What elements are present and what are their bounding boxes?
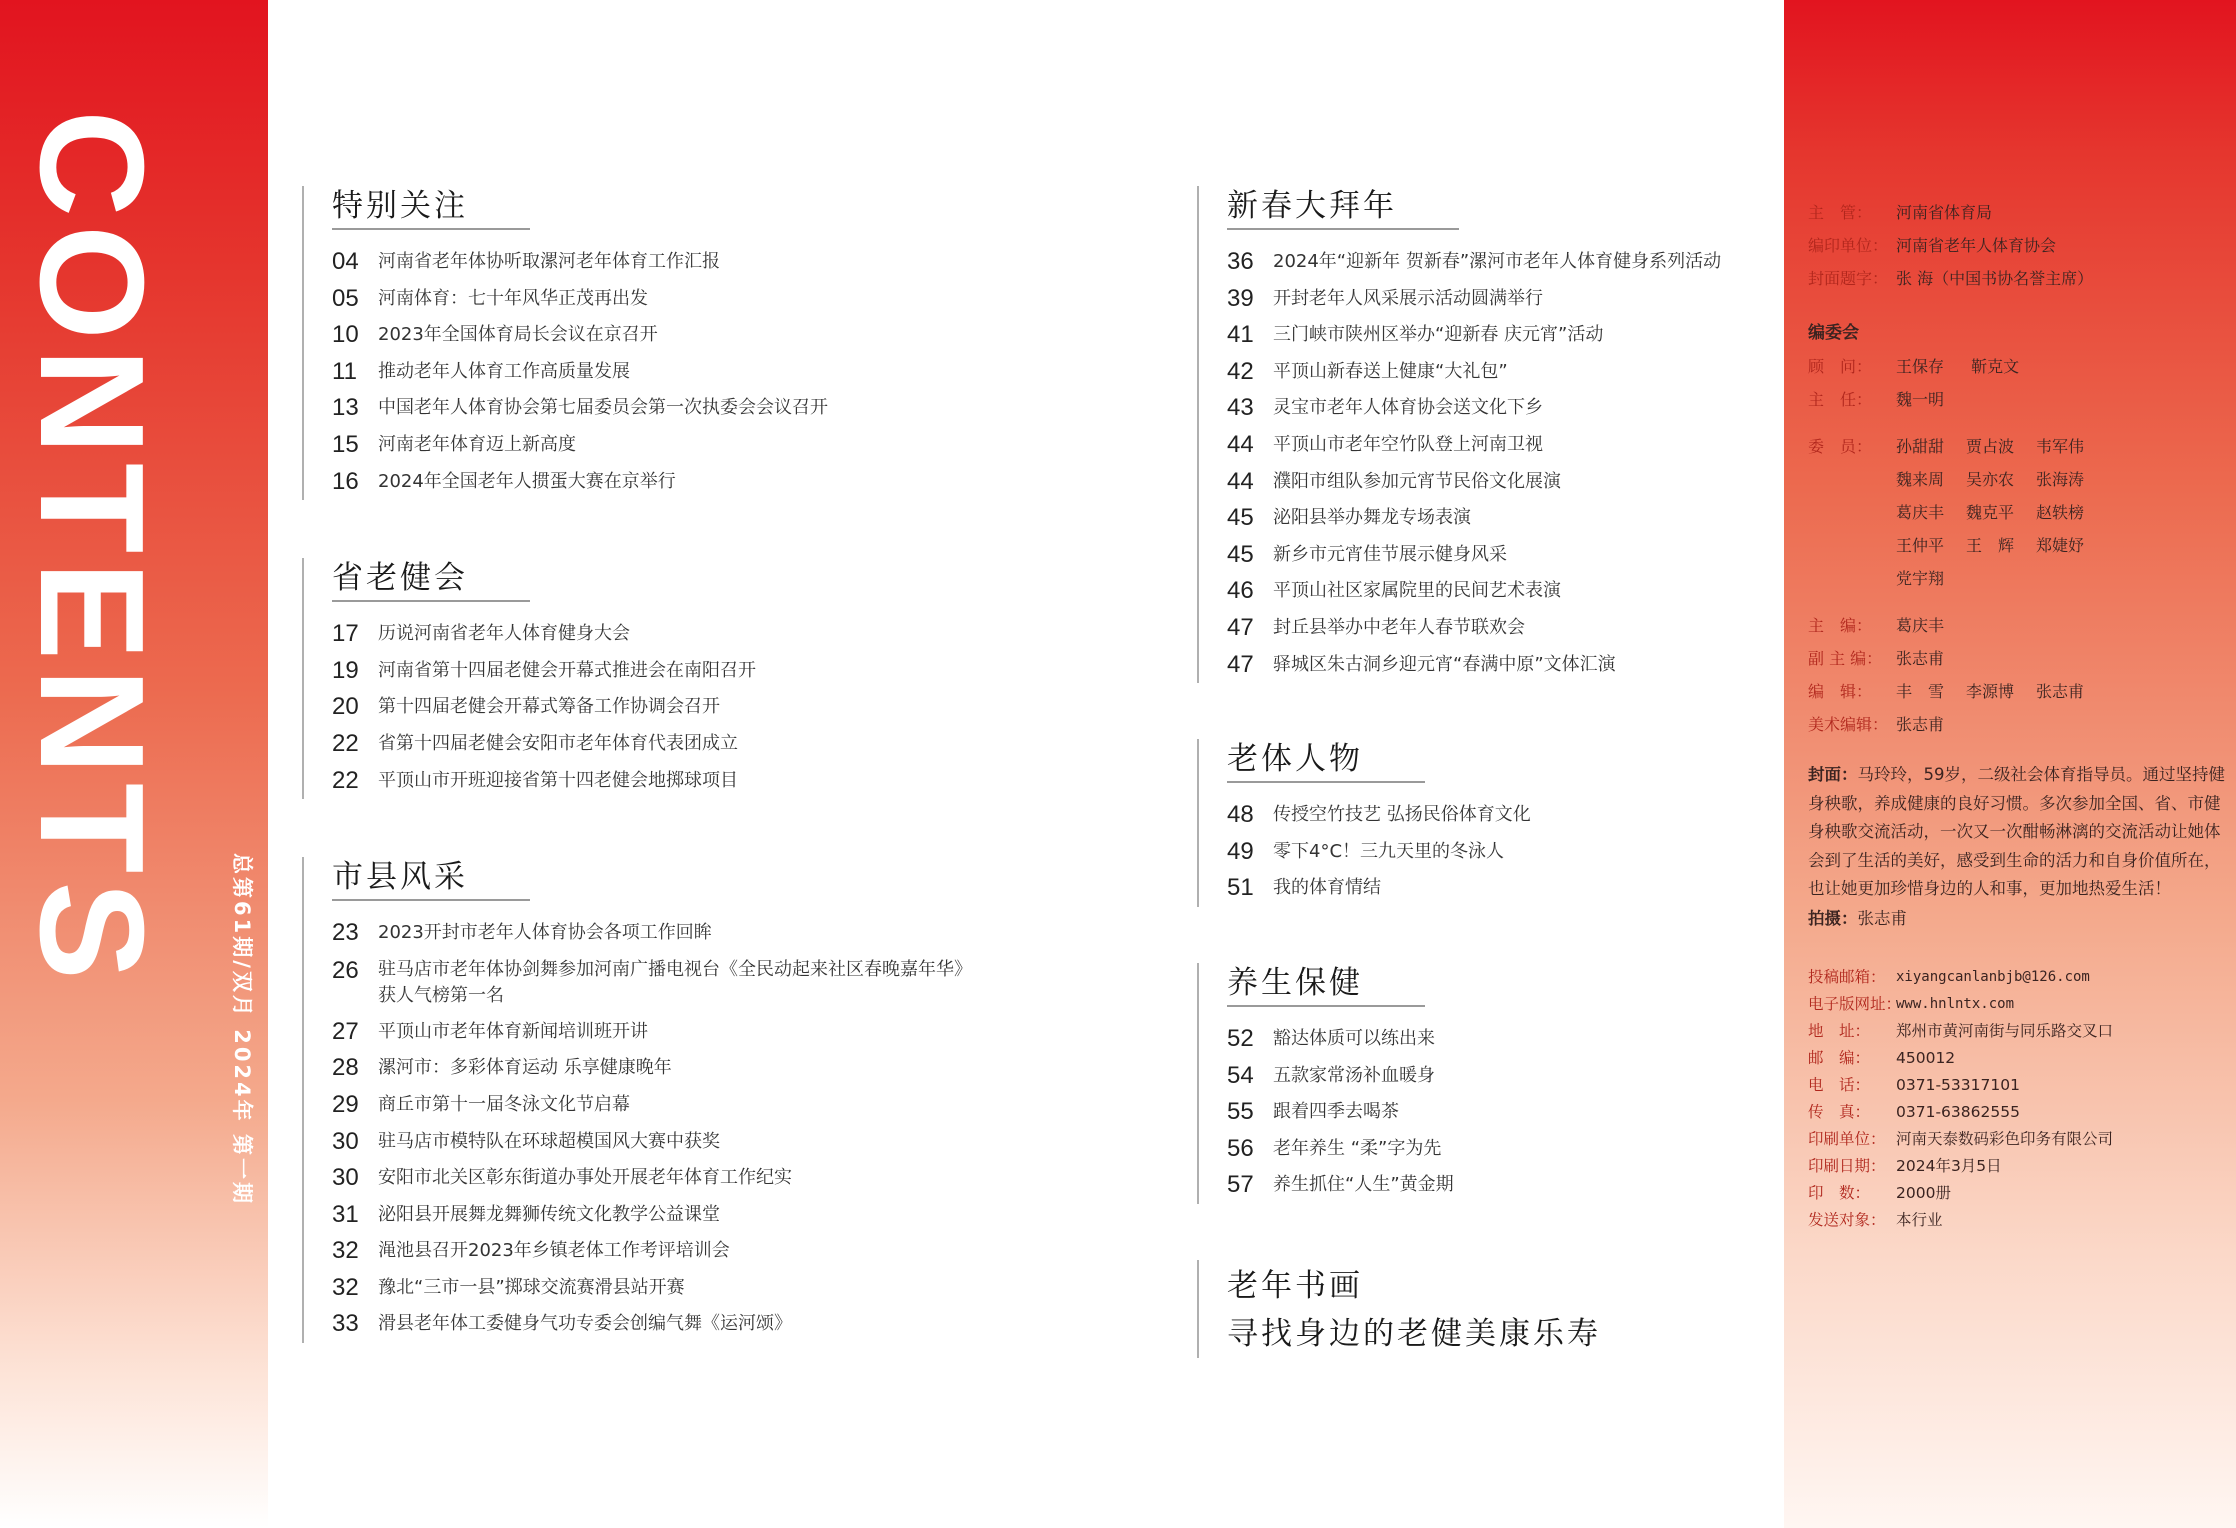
contact-label: 邮 编： [1808, 1048, 1871, 1067]
toc-title [1273, 797, 1531, 834]
toc-title [378, 1233, 730, 1270]
member-name: 郑婕妤 [2036, 536, 2085, 555]
contact-label: 发送对象： [1808, 1210, 1886, 1229]
left-red-band [0, 0, 268, 1528]
toc-title-line: 漯河市：多彩体育运动 乐享健康晚年 [378, 1057, 672, 1079]
toc-entry [332, 957, 1102, 1009]
publisher-row [1808, 229, 2228, 262]
toc-entry [1227, 647, 1777, 684]
toc-title [378, 1197, 720, 1234]
section-spring-festival [1197, 186, 1777, 683]
toc-entry [1227, 464, 1777, 501]
toc-title [1273, 427, 1543, 464]
toc-page-number: 23 [332, 919, 359, 947]
inscription-value: 张 海（中国书协名誉主席） [1896, 269, 2094, 288]
toc-page-number: 26 [332, 956, 359, 984]
contact-value: 0371-63862555 [1896, 1102, 2020, 1121]
editors-row [1808, 675, 2228, 708]
toc-title [378, 390, 828, 427]
toc-page-number: 28 [332, 1054, 359, 1082]
toc-column-left [302, 186, 1102, 1343]
toc-page-number: 46 [1227, 577, 1254, 605]
toc-title-line: 驻马店市模特队在环球超模国风大赛中获奖 [378, 1130, 720, 1152]
toc-entry [1227, 1021, 1777, 1058]
inscription-label: 封面题字： [1808, 269, 1889, 288]
contact-value: 0371-53317101 [1896, 1075, 2020, 1094]
member-name: 王 辉 [1966, 536, 2015, 555]
toc-page-number: 41 [1227, 321, 1254, 349]
toc-page-number: 42 [1227, 357, 1254, 385]
toc-title-line: 五款家常汤补血暖身 [1273, 1064, 1435, 1086]
contact-row [1808, 1099, 2228, 1126]
toc-page-number: 29 [332, 1090, 359, 1118]
contact-value: 河南天泰数码彩色印务有限公司 [1896, 1129, 2114, 1148]
toc-title [1273, 354, 1508, 391]
toc-page-number: 49 [1227, 837, 1254, 865]
toc-title-line: 跟着四季去喝茶 [1273, 1101, 1399, 1123]
toc-title [1273, 537, 1507, 574]
contact-label: 电子版网址： [1808, 994, 1902, 1013]
toc-title [1273, 1131, 1441, 1168]
toc-title-line: 养生抓住“人生”黄金期 [1273, 1174, 1454, 1196]
contact-info [1808, 964, 2228, 1234]
toc-entry [332, 1014, 1102, 1051]
toc-title-line: 2023年全国体育局长会议在京召开 [378, 324, 658, 346]
toc-entry [1227, 500, 1777, 537]
toc-page-number: 57 [1227, 1171, 1254, 1199]
section-title: 特别关注 [332, 186, 530, 230]
toc-page-number: 44 [1227, 430, 1254, 458]
toc-title-line: 平顶山社区家属院里的民间艺术表演 [1273, 580, 1561, 602]
toc-entry [1227, 1094, 1777, 1131]
photo-label: 拍摄： [1808, 908, 1858, 928]
toc-title [1273, 1058, 1435, 1095]
director-label: 主 任： [1808, 390, 1873, 409]
art-editor-label: 美术编辑： [1808, 715, 1889, 734]
toc-title [1273, 647, 1616, 684]
section-title: 省老健会 [332, 558, 530, 602]
toc-title-line: 河南老年体育迈上新高度 [378, 433, 576, 455]
toc-title [378, 1014, 648, 1051]
toc-entry [1227, 573, 1777, 610]
contact-row [1808, 1153, 2228, 1180]
toc-title-line: 开封老年人风采展示活动圆满举行 [1273, 287, 1543, 309]
publisher-label: 编印单位： [1808, 236, 1889, 255]
toc-title [378, 244, 720, 281]
cover-text: 马玲玲，59岁，二级社会体育指导员。通过坚持健身秧歌，养成健康的良好习惯。多次参加全国、省、市健身秧歌交流活动，一次又一次酣畅淋漓的交流活动让她体会到了生活的美好，感受到生命的活力和自身价值所在，也让她更加珍惜身边的人和事，更加地热爱生活！ [1808, 765, 2225, 898]
toc-title-line: 2023开封市老年人体育协会各项工作回眸 [378, 922, 712, 944]
editorial-board-heading: 编委会 [1808, 323, 1859, 343]
toc-entry [332, 915, 1102, 952]
toc-title [1273, 573, 1561, 610]
contact-row [1808, 1018, 2228, 1045]
toc-title-line: 泌阳县举办舞龙专场表演 [1273, 507, 1471, 529]
section-people [1197, 739, 1777, 907]
toc-entry [332, 464, 1102, 501]
members-list [1896, 430, 2106, 595]
toc-page-number: 19 [332, 656, 359, 684]
toc-title-line: 第十四届老健会开幕式筹备工作协调会召开 [378, 696, 720, 718]
contact-label: 地 址： [1808, 1021, 1871, 1040]
editors-label: 编 辑： [1808, 682, 1873, 701]
toc-entry [1227, 610, 1777, 647]
toc-title [378, 915, 712, 952]
toc-entry [332, 390, 1102, 427]
chief-editor-row [1808, 609, 2228, 642]
toc-title [378, 1087, 630, 1124]
toc-title [378, 1160, 792, 1197]
toc-page-number: 43 [1227, 394, 1254, 422]
editor-name: 张志甫 [2036, 682, 2085, 701]
toc-title [1273, 870, 1381, 907]
contact-label: 印刷日期： [1808, 1156, 1886, 1175]
inscription-row [1808, 262, 2228, 295]
toc-page-number: 44 [1227, 467, 1254, 495]
toc-page-number: 22 [332, 766, 359, 794]
section-provincial-games [302, 558, 1102, 799]
contact-label: 传 真： [1808, 1102, 1871, 1121]
toc-entry [332, 1124, 1102, 1161]
toc-entry [332, 1160, 1102, 1197]
member-name: 吴亦农 [1966, 470, 2015, 489]
toc-page-number: 31 [332, 1200, 359, 1228]
toc-page-number: 16 [332, 467, 359, 495]
toc-page-number: 54 [1227, 1061, 1254, 1089]
deputy-editor-label: 副 主 编： [1808, 649, 1883, 668]
advisor-label: 顾 问： [1808, 357, 1873, 376]
toc-title [378, 616, 630, 653]
toc-title-line: 平顶山市老年体育新闻培训班开讲 [378, 1020, 648, 1042]
contact-value: 450012 [1896, 1048, 1956, 1067]
toc-page-number: 48 [1227, 801, 1254, 829]
toc-entry [332, 354, 1102, 391]
section-title: 新春大拜年 [1227, 186, 1459, 230]
art-editor-row [1808, 708, 2228, 741]
members-label: 委 员： [1808, 437, 1873, 456]
member-name: 党宇翔 [1896, 569, 1945, 588]
contact-value: 郑州市黄河南街与同乐路交叉口 [1896, 1021, 2114, 1040]
art-editor-value: 张志甫 [1896, 715, 1945, 734]
sponsor-row [1808, 196, 2228, 229]
toc-entry [332, 689, 1102, 726]
contact-label: 电 话： [1808, 1075, 1871, 1094]
toc-page-number: 10 [332, 321, 359, 349]
toc-entry [332, 427, 1102, 464]
toc-title-line: 中国老年人体育协会第七届委员会第一次执委会会议召开 [378, 397, 828, 419]
toc-page-number: 39 [1227, 284, 1254, 312]
advisor-name: 王保存 [1896, 357, 1945, 376]
chief-editor-label: 主 编： [1808, 616, 1873, 635]
toc-title-line: 老年养生 “柔”字为先 [1273, 1137, 1442, 1159]
toc-title-line: 豫北“三市一县”掷球交流赛滑县站开赛 [378, 1276, 685, 1298]
toc-entry [332, 1197, 1102, 1234]
toc-title [378, 281, 648, 318]
contact-row [1808, 1207, 2228, 1234]
toc-entry [1227, 354, 1777, 391]
toc-entry [1227, 870, 1777, 907]
toc-entry [332, 1233, 1102, 1270]
toc-entry [332, 1050, 1102, 1087]
toc-title [378, 1050, 672, 1087]
toc-title-line: 驻马店市老年体协剑舞参加河南广播电视台《全民动起来社区春晚嘉年华》 [378, 958, 972, 980]
toc-title-line: 渑池县召开2023年乡镇老体工作考评培训会 [378, 1240, 730, 1262]
toc-page-number: 45 [1227, 504, 1254, 532]
toc-entry [332, 653, 1102, 690]
toc-page-number: 05 [332, 284, 359, 312]
toc-title-line: 河南体育：七十年风华正茂再出发 [378, 287, 648, 309]
contact-value: www.hnlntx.com [1896, 995, 2015, 1012]
section-title: 养生保健 [1227, 963, 1425, 1007]
deputy-editor-row [1808, 642, 2228, 675]
toc-page-number: 47 [1227, 613, 1254, 641]
toc-entry [332, 763, 1102, 800]
toc-page-number: 52 [1227, 1024, 1254, 1052]
toc-title [1273, 1167, 1454, 1204]
section-health [1197, 963, 1777, 1204]
toc-entry [1227, 1167, 1777, 1204]
toc-entry [332, 281, 1102, 318]
toc-title-line: 2024年“迎新年 贺新春”漯河市老年人体育健身系列活动 [1273, 251, 1722, 272]
toc-entry [1227, 797, 1777, 834]
toc-title [1273, 834, 1504, 871]
toc-page-number: 17 [332, 620, 359, 648]
toc-page-number: 27 [332, 1017, 359, 1045]
toc-title-line: 安阳市北关区彰东街道办事处开展老年体育工作纪实 [378, 1167, 792, 1189]
contact-row [1808, 1126, 2228, 1153]
members-row [1808, 430, 2228, 595]
toc-title-line: 零下4°C！三九天里的冬泳人 [1273, 840, 1505, 862]
toc-title-line: 驿城区朱古洞乡迎元宵“春满中原”文体汇演 [1273, 653, 1616, 675]
advisor-row [1808, 350, 2228, 383]
toc-title-line: 我的体育情结 [1273, 877, 1381, 899]
toc-title [1273, 1021, 1435, 1058]
toc-title [378, 763, 738, 800]
toc-page-number: 47 [1227, 650, 1254, 678]
toc-title [378, 1270, 685, 1307]
toc-title [378, 354, 630, 391]
toc-entry [1227, 834, 1777, 871]
toc-title-line: 灵宝市老年人体育协会送文化下乡 [1273, 397, 1543, 419]
toc-entry [1227, 390, 1777, 427]
toc-title [378, 427, 576, 464]
contact-label: 投稿邮箱： [1808, 967, 1886, 986]
toc-title-line: 泌阳县开展舞龙舞狮传统文化教学公益课堂 [378, 1203, 720, 1225]
section-calligraphy [1197, 1260, 1777, 1358]
toc-page-number: 13 [332, 394, 359, 422]
contact-row [1808, 991, 2228, 1018]
member-name: 赵轶榜 [2036, 503, 2085, 522]
toc-title [378, 464, 676, 501]
toc-page-number: 22 [332, 729, 359, 757]
toc-title-line: 历说河南省老年人体育健身大会 [378, 623, 630, 645]
advisor-name: 靳克文 [1971, 357, 2020, 376]
toc-title-line: 封丘县举办中老年人春节联欢会 [1273, 616, 1525, 638]
toc-title-line: 豁达体质可以练出来 [1273, 1027, 1435, 1049]
toc-page-number: 30 [332, 1127, 359, 1155]
member-name: 葛庆丰 [1896, 503, 1945, 522]
toc-title [1273, 390, 1543, 427]
toc-title-line: 传授空竹技艺 弘扬民俗体育文化 [1273, 804, 1531, 826]
toc-page-number: 51 [1227, 874, 1254, 902]
contact-row [1808, 1180, 2228, 1207]
calligraphy-title: 老年书画 [1227, 1267, 1363, 1304]
toc-title-line: 推动老年人体育工作高质量发展 [378, 360, 630, 382]
photographer-name: 张志甫 [1857, 908, 1907, 928]
toc-title [378, 653, 756, 690]
member-name: 魏来周 [1896, 470, 1945, 489]
toc-title [378, 1306, 792, 1343]
toc-page-number: 45 [1227, 540, 1254, 568]
director-value: 魏一明 [1896, 390, 1945, 409]
cover-description [1808, 761, 2228, 904]
toc-entry [1227, 1058, 1777, 1095]
toc-entry [1227, 537, 1777, 574]
toc-entry [1227, 427, 1777, 464]
toc-title-line: 平顶山市老年空竹队登上河南卫视 [1273, 433, 1543, 455]
toc-title-line: 三门峡市陕州区举办“迎新春 庆元宵”活动 [1273, 324, 1604, 346]
toc-title [378, 317, 658, 354]
toc-title-line: 2024年全国老年人掼蛋大赛在京举行 [378, 470, 676, 492]
contact-value: 本行业 [1896, 1210, 1943, 1229]
toc-title [1273, 1094, 1399, 1131]
toc-title-line: 获人气榜第一名 [378, 984, 504, 1006]
toc-title [1273, 500, 1471, 537]
section-title: 老体人物 [1227, 739, 1425, 783]
toc-title-line: 新乡市元宵佳节展示健身风采 [1273, 543, 1507, 565]
toc-title-line: 濮阳市组队参加元宵节民俗文化展演 [1273, 470, 1561, 492]
toc-page-number: 11 [332, 357, 357, 385]
cover-label: 封面： [1808, 765, 1858, 784]
editor-name: 李源博 [1966, 682, 2015, 701]
toc-page-number: 36 [1227, 248, 1254, 275]
toc-entry [1227, 281, 1777, 318]
toc-title [1273, 610, 1525, 647]
contact-value: xiyangcanlanbjb@126.com [1896, 968, 2090, 985]
masthead-panel [1808, 196, 2228, 1234]
issue-number-line: 总第61期/双月 2024年 第一期 [230, 853, 254, 1206]
toc-title [1273, 317, 1603, 354]
deputy-editor-value: 张志甫 [1896, 649, 1945, 668]
member-name: 张海涛 [2036, 470, 2085, 489]
toc-title [1273, 281, 1543, 318]
member-name: 贾占波 [1966, 437, 2015, 456]
member-name: 王仲平 [1896, 536, 1945, 555]
section-title: 市县风采 [332, 857, 530, 901]
toc-entry [332, 616, 1102, 653]
member-name: 孙甜甜 [1896, 437, 1945, 456]
toc-title [378, 1124, 720, 1161]
toc-page-number: 32 [332, 1237, 359, 1265]
toc-entry [332, 1270, 1102, 1307]
toc-title-line: 河南省老年体协听取漯河老年体育工作汇报 [378, 251, 720, 272]
director-row [1808, 383, 2228, 416]
toc-page-number: 55 [1227, 1098, 1254, 1126]
toc-page-number: 30 [332, 1164, 359, 1192]
publisher-value: 河南省老年人体育协会 [1896, 236, 2057, 255]
toc-title [1273, 464, 1561, 501]
contact-row [1808, 1072, 2228, 1099]
toc-column-right [1197, 186, 1777, 1358]
chief-editor-value: 葛庆丰 [1896, 616, 1945, 635]
toc-title [378, 957, 972, 1009]
toc-title-line: 滑县老年体工委健身气功专委会创编气舞《运河颂》 [378, 1313, 792, 1335]
toc-title [1273, 244, 1721, 281]
toc-title [378, 726, 738, 763]
contact-row [1808, 964, 2228, 991]
toc-title [378, 689, 720, 726]
contact-label: 印刷单位： [1808, 1129, 1886, 1148]
contact-label: 印 数： [1808, 1183, 1871, 1202]
member-name: 魏克平 [1966, 503, 2015, 522]
toc-entry [1227, 317, 1777, 354]
contact-value: 2000册 [1896, 1183, 1951, 1202]
toc-title-line: 平顶山市开班迎接省第十四老健会地掷球项目 [378, 769, 738, 791]
toc-page-number: 20 [332, 693, 359, 721]
sponsor-value: 河南省体育局 [1896, 203, 1993, 222]
toc-page-number: 15 [332, 430, 359, 458]
toc-title-line: 省第十四届老健会安阳市老年体育代表团成立 [378, 732, 738, 754]
toc-entry [332, 726, 1102, 763]
section-special-focus [302, 186, 1102, 500]
contact-value: 2024年3月5日 [1896, 1156, 2002, 1175]
toc-entry [332, 1087, 1102, 1124]
photographer-line [1808, 904, 2228, 934]
toc-entry [1227, 1131, 1777, 1168]
section-city-county [302, 857, 1102, 1343]
editor-name: 丰 雪 [1896, 682, 1945, 701]
toc-entry [332, 244, 1102, 281]
toc-page-number: 04 [332, 248, 359, 275]
toc-title-line: 商丘市第十一届冬泳文化节启幕 [378, 1093, 630, 1115]
member-name: 韦军伟 [2036, 437, 2085, 456]
calligraphy-subtitle: 寻找身边的老健美康乐寿 [1227, 1315, 1601, 1352]
toc-page-number: 56 [1227, 1134, 1254, 1162]
sponsor-label: 主 管： [1808, 203, 1873, 222]
toc-entry [332, 317, 1102, 354]
contact-row [1808, 1045, 2228, 1072]
toc-entry [332, 1306, 1102, 1343]
contents-banner-word: CONTENTS [9, 110, 174, 988]
toc-entry [1227, 244, 1777, 281]
toc-title-line: 平顶山新春送上健康“大礼包” [1273, 360, 1508, 382]
toc-page-number: 33 [332, 1310, 359, 1338]
toc-title-line: 河南省第十四届老健会开幕式推进会在南阳召开 [378, 659, 756, 681]
toc-page-number: 32 [332, 1273, 359, 1301]
